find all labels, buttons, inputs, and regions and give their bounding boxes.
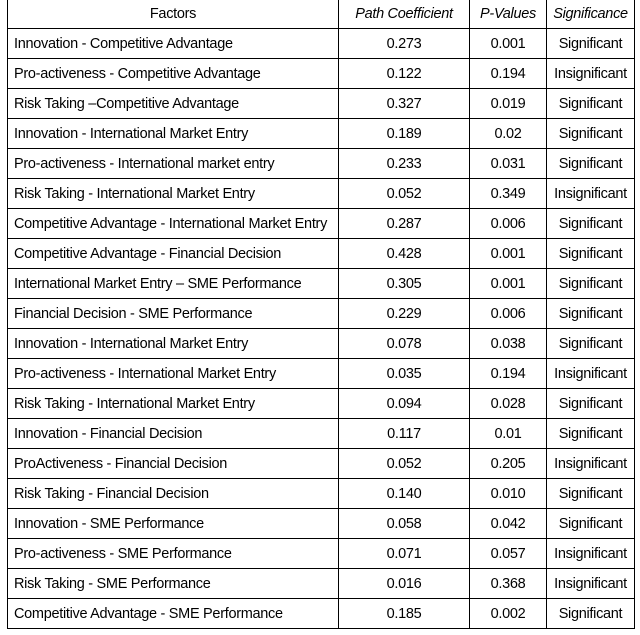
table-row [8, 149, 635, 179]
p-value-cell: 0.002 [470, 599, 547, 629]
factor-cell: Risk Taking - SME Performance [8, 569, 339, 599]
table-row [8, 89, 635, 119]
significance-cell: Insignificant [547, 569, 635, 599]
p-value-cell: 0.205 [470, 449, 547, 479]
table-body [8, 29, 635, 629]
significance-cell: Significant [547, 329, 635, 359]
factor-cell: Innovation - Competitive Advantage [8, 29, 339, 59]
significance-cell: Significant [547, 419, 635, 449]
table-row [8, 299, 635, 329]
p-value-cell: 0.001 [470, 239, 547, 269]
p-value-cell: 0.001 [470, 29, 547, 59]
factor-cell: Competitive Advantage - International Market Entry [8, 209, 339, 239]
p-value-cell: 0.038 [470, 329, 547, 359]
path-coefficient-cell: 0.016 [339, 569, 470, 599]
p-value-cell: 0.042 [470, 509, 547, 539]
p-value-cell: 0.194 [470, 59, 547, 89]
table-row [8, 119, 635, 149]
table-row [8, 599, 635, 629]
significance-cell: Significant [547, 599, 635, 629]
path-coefficient-cell: 0.058 [339, 509, 470, 539]
factor-cell: Risk Taking - International Market Entry [8, 389, 339, 419]
significance-cell: Significant [547, 149, 635, 179]
factor-cell: Financial Decision - SME Performance [8, 299, 339, 329]
p-value-cell: 0.006 [470, 299, 547, 329]
factor-cell: Pro-activeness - International Market Entry [8, 359, 339, 389]
path-coefficient-cell: 0.052 [339, 449, 470, 479]
p-value-cell: 0.194 [470, 359, 547, 389]
table-row [8, 329, 635, 359]
path-coefficient-table [7, 0, 635, 629]
significance-cell: Significant [547, 119, 635, 149]
significance-cell: Significant [547, 29, 635, 59]
significance-cell: Insignificant [547, 539, 635, 569]
significance-cell: Insignificant [547, 59, 635, 89]
factor-cell: Risk Taking - International Market Entry [8, 179, 339, 209]
header-path-coefficient: Path Coefficient [339, 0, 470, 29]
p-value-cell: 0.006 [470, 209, 547, 239]
path-coefficient-cell: 0.052 [339, 179, 470, 209]
path-coefficient-cell: 0.140 [339, 479, 470, 509]
table-row [8, 419, 635, 449]
factor-cell: International Market Entry – SME Performance [8, 269, 339, 299]
significance-cell: Significant [547, 299, 635, 329]
path-coefficient-cell: 0.305 [339, 269, 470, 299]
table-row [8, 509, 635, 539]
p-value-cell: 0.001 [470, 269, 547, 299]
p-value-cell: 0.010 [470, 479, 547, 509]
path-coefficient-cell: 0.035 [339, 359, 470, 389]
table-row [8, 359, 635, 389]
factor-cell: Innovation - SME Performance [8, 509, 339, 539]
factor-cell: Competitive Advantage - Financial Decision [8, 239, 339, 269]
p-value-cell: 0.019 [470, 89, 547, 119]
significance-cell: Significant [547, 509, 635, 539]
p-value-cell: 0.349 [470, 179, 547, 209]
significance-cell: Significant [547, 389, 635, 419]
header-row [8, 0, 635, 29]
table-row [8, 569, 635, 599]
header-significance: Significance [547, 0, 635, 29]
factor-cell: Risk Taking –Competitive Advantage [8, 89, 339, 119]
factor-cell: Competitive Advantage - SME Performance [8, 599, 339, 629]
path-coefficient-cell: 0.189 [339, 119, 470, 149]
table-row [8, 539, 635, 569]
path-coefficient-cell: 0.428 [339, 239, 470, 269]
significance-cell: Significant [547, 209, 635, 239]
table-row [8, 449, 635, 479]
path-coefficient-cell: 0.117 [339, 419, 470, 449]
path-coefficient-cell: 0.071 [339, 539, 470, 569]
table-row [8, 179, 635, 209]
path-coefficient-cell: 0.233 [339, 149, 470, 179]
path-coefficient-cell: 0.078 [339, 329, 470, 359]
significance-cell: Insignificant [547, 179, 635, 209]
header-factors: Factors [8, 0, 339, 29]
p-value-cell: 0.368 [470, 569, 547, 599]
table-row [8, 479, 635, 509]
factor-cell: Risk Taking - Financial Decision [8, 479, 339, 509]
path-coefficient-cell: 0.327 [339, 89, 470, 119]
p-value-cell: 0.057 [470, 539, 547, 569]
path-coefficient-cell: 0.185 [339, 599, 470, 629]
table-row [8, 239, 635, 269]
significance-cell: Significant [547, 269, 635, 299]
factor-cell: Innovation - International Market Entry [8, 329, 339, 359]
significance-cell: Significant [547, 89, 635, 119]
factor-cell: Innovation - Financial Decision [8, 419, 339, 449]
path-coefficient-cell: 0.229 [339, 299, 470, 329]
table-row [8, 389, 635, 419]
factor-cell: Innovation - International Market Entry [8, 119, 339, 149]
path-coefficient-cell: 0.094 [339, 389, 470, 419]
table-row [8, 269, 635, 299]
factor-cell: Pro-activeness - International market entry [8, 149, 339, 179]
p-value-cell: 0.02 [470, 119, 547, 149]
table-row [8, 209, 635, 239]
significance-cell: Significant [547, 479, 635, 509]
path-coefficient-cell: 0.273 [339, 29, 470, 59]
significance-cell: Significant [547, 239, 635, 269]
table-row [8, 59, 635, 89]
p-value-cell: 0.028 [470, 389, 547, 419]
path-coefficient-cell: 0.122 [339, 59, 470, 89]
p-value-cell: 0.031 [470, 149, 547, 179]
factor-cell: Pro-activeness - SME Performance [8, 539, 339, 569]
table-header [8, 0, 635, 29]
p-value-cell: 0.01 [470, 419, 547, 449]
factor-cell: ProActiveness - Financial Decision [8, 449, 339, 479]
significance-cell: Insignificant [547, 359, 635, 389]
header-p-values: P-Values [470, 0, 547, 29]
table-row [8, 29, 635, 59]
significance-cell: Insignificant [547, 449, 635, 479]
factor-cell: Pro-activeness - Competitive Advantage [8, 59, 339, 89]
path-coefficient-cell: 0.287 [339, 209, 470, 239]
